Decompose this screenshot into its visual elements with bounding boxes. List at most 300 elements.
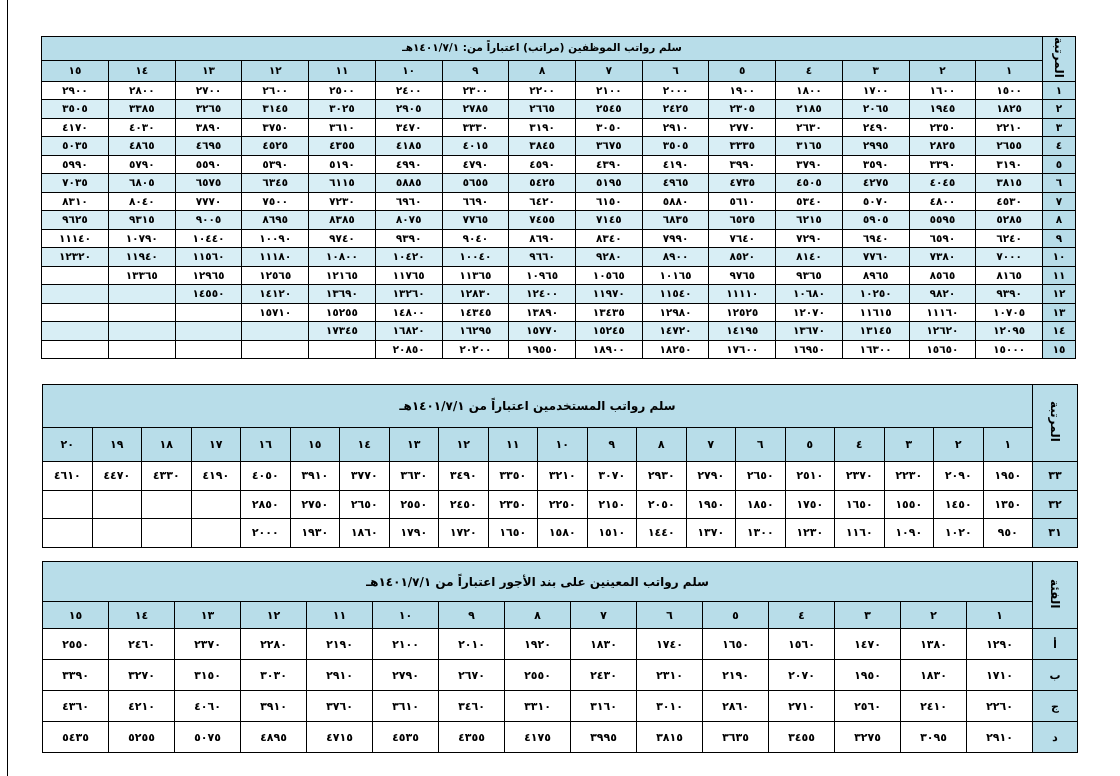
table-cell — [108, 285, 175, 304]
table-cell: ٤١٧٠ — [42, 118, 109, 137]
table-cell: ١٩٤٥ — [909, 100, 976, 119]
table-cell: ٢٧٧٠ — [709, 118, 776, 137]
table-cell: ٢٣٠٠ — [442, 81, 509, 100]
table-cell — [108, 340, 175, 359]
table-cell: ٥١٩٠ — [309, 155, 376, 174]
table-cell: ٩٧٤٠ — [309, 229, 376, 248]
column-header: ١٠ — [375, 60, 442, 81]
column-header: ٤ — [769, 602, 835, 629]
column-header: ١٤ — [340, 428, 390, 462]
wage-earners-salary-table — [42, 561, 1078, 753]
table-cell: ١٨٣٠ — [901, 660, 967, 691]
table-row — [42, 192, 1076, 211]
table-row — [42, 340, 1076, 359]
table-row — [42, 266, 1076, 285]
column-header: ١٥ — [43, 602, 109, 629]
table-cell: ٢٩٩٥ — [842, 137, 909, 156]
table-cell: ٤٠٤٥ — [909, 174, 976, 193]
row-label: ٣١ — [1033, 519, 1078, 548]
table-cell: ١٦٩٥٠ — [776, 340, 843, 359]
table-cell: ٢٦٥٠ — [736, 462, 786, 491]
table-cell: ٢١٠٠ — [373, 629, 439, 660]
table-cell: ١٣٤٣٥ — [575, 303, 642, 322]
table-cell: ٣٠٩٥ — [901, 722, 967, 753]
table-cell: ٢٩١٠ — [642, 118, 709, 137]
table-cell: ١٦٨٢٠ — [375, 322, 442, 341]
table-cell: ١٧٦٠٠ — [709, 340, 776, 359]
table-cell: ١٠٧٠٥ — [976, 303, 1043, 322]
table-cell: ٤٠٦٠ — [175, 691, 241, 722]
table-cell — [108, 322, 175, 341]
table-cell: ٥٠٧٠ — [842, 192, 909, 211]
table-cell — [142, 490, 192, 519]
table-cell: ٤٨٠٠ — [909, 192, 976, 211]
table-cell: ٢٢٣٠ — [884, 462, 934, 491]
table-cell: ١٢١٦٥ — [309, 266, 376, 285]
column-header: ٢ — [901, 602, 967, 629]
table-cell: ١٠٩٦٥ — [509, 266, 576, 285]
table-cell: ١١٥٦٠ — [175, 248, 242, 267]
table-cell: ١٠٧٩٠ — [108, 229, 175, 248]
table-cell: ١٥٨٠ — [538, 519, 588, 548]
table-cell: ١٧٥٠ — [785, 490, 835, 519]
table-cell: ١٩٢٠ — [505, 629, 571, 660]
row-label: د — [1033, 722, 1078, 753]
table-cell: ٢٥٥٠ — [389, 490, 439, 519]
table-cell: ١٠٨٠٠ — [309, 248, 376, 267]
table-cell: ١١٦٠ — [835, 519, 885, 548]
table-cell: ٥٠٣٥ — [42, 137, 109, 156]
table-cell: ٢٩٠٠ — [42, 81, 109, 100]
column-header: ٧ — [686, 428, 736, 462]
table-cell: ٩٦٦٠ — [509, 248, 576, 267]
table-cell: ٩٣٩٠ — [976, 285, 1043, 304]
table-cell: ٢٠٦٥ — [842, 100, 909, 119]
title-row — [43, 562, 1078, 602]
table-cell: ١١١٦٠ — [909, 303, 976, 322]
table-cell: ١٨٢٥٠ — [642, 340, 709, 359]
table-cell — [242, 340, 309, 359]
table-cell: ٣٣٨٥ — [108, 100, 175, 119]
table-cell: ١٠٢٠ — [934, 519, 984, 548]
table-cell: ٦٢٤٠ — [976, 229, 1043, 248]
table-cell: ٣٣١٠ — [505, 691, 571, 722]
table-cell: ٣٨١٥ — [637, 722, 703, 753]
table-cell: ٩٥٠ — [983, 519, 1033, 548]
table-cell: ١٨٣٠ — [571, 629, 637, 660]
column-header: ١٧ — [191, 428, 241, 462]
table-cell: ١٢٤٠٠ — [509, 285, 576, 304]
table-cell: ٨٩٦٥ — [842, 266, 909, 285]
table-cell: ٢٧٩٠ — [373, 660, 439, 691]
table-cell: ٢٦٥٥ — [976, 137, 1043, 156]
table-cell: ٣٧٩٠ — [776, 155, 843, 174]
table-cell — [42, 322, 109, 341]
table-cell: ٢٨٠٠ — [108, 81, 175, 100]
table-cell: ١٩٥٠ — [686, 490, 736, 519]
table-cell: ٢٤١٠ — [901, 691, 967, 722]
column-header: ١٤ — [109, 602, 175, 629]
column-header: ٤ — [776, 60, 843, 81]
title-row — [43, 385, 1078, 428]
table-cell: ١٣٨٠ — [901, 629, 967, 660]
table-cell: ١٤٧٠ — [835, 629, 901, 660]
table-cell: ٢٤٦٠ — [109, 629, 175, 660]
table-cell: ٣٥٩٠ — [842, 155, 909, 174]
table-cell: ٩٣١٥ — [108, 211, 175, 230]
column-header: ١٠ — [538, 428, 588, 462]
row-label: ١١ — [1043, 266, 1076, 285]
column-header: ٢٠ — [43, 428, 93, 462]
table-cell: ٢٧٨٥ — [442, 100, 509, 119]
table-cell: ٧٧٧٠ — [175, 192, 242, 211]
column-header: ٩ — [442, 60, 509, 81]
table-cell: ١٧٠٠ — [842, 81, 909, 100]
table-cell: ٤٠٣٠ — [108, 118, 175, 137]
column-header: ١٠ — [373, 602, 439, 629]
table-cell: ٣١٥٠ — [175, 660, 241, 691]
table-cell — [108, 303, 175, 322]
table-cell: ٤٢٧٥ — [842, 174, 909, 193]
column-header: ٧ — [571, 602, 637, 629]
table-cell: ١٨٢٥ — [976, 100, 1043, 119]
column-header: ٨ — [509, 60, 576, 81]
row-label: ١٠ — [1043, 248, 1076, 267]
table-cell: ٢٥١٠ — [785, 462, 835, 491]
column-header: ١٦ — [241, 428, 291, 462]
table-cell: ١٠٠٩٠ — [242, 229, 309, 248]
table-cell: ٤٠١٥ — [442, 137, 509, 156]
side-label — [1033, 385, 1078, 462]
table-cell — [92, 519, 142, 548]
table-cell: ٩٣٦٥ — [776, 266, 843, 285]
table-cell: ٤٥٣٥ — [373, 722, 439, 753]
table-cell: ١٠٢٥٠ — [842, 285, 909, 304]
column-header: ٥ — [703, 602, 769, 629]
table-cell: ١٣٥٠ — [983, 490, 1033, 519]
row-label: ٦ — [1043, 174, 1076, 193]
table-cell: ٧٣٨٠ — [909, 248, 976, 267]
row-label: ٥ — [1043, 155, 1076, 174]
column-header: ١١ — [307, 602, 373, 629]
column-header: ٥ — [785, 428, 835, 462]
table-cell: ٧٢٣٠ — [309, 192, 376, 211]
table-cell: ٨٣٤٠ — [575, 229, 642, 248]
table-cell: ٤٦١٠ — [43, 462, 93, 491]
table-row — [42, 81, 1076, 100]
table-cell: ٤٣٥٥ — [309, 137, 376, 156]
employees-salary-table — [41, 36, 1076, 359]
table-cell: ٢٤٩٠ — [842, 118, 909, 137]
table-cell: ١٩٥٠ — [835, 660, 901, 691]
table-cell: ١٣٨٩٠ — [509, 303, 576, 322]
table-cell: ٢٤٥٠ — [439, 490, 489, 519]
table-cell: ١٢٦٢٠ — [909, 322, 976, 341]
table-cell: ١٦٣٠٠ — [842, 340, 909, 359]
column-header: ١٢ — [241, 602, 307, 629]
table-cell — [242, 322, 309, 341]
table-cell: ١٨٥٠ — [736, 490, 786, 519]
table-cell: ٢١٩٠ — [703, 660, 769, 691]
table-cell: ٣٦١٠ — [309, 118, 376, 137]
table-cell: ١٩٣٠ — [290, 519, 340, 548]
table-cell: ١٢٩٦٥ — [175, 266, 242, 285]
table-cell: ١٢٣٠ — [785, 519, 835, 548]
table-cell: ٢٥٤٥ — [575, 100, 642, 119]
column-header: ١ — [983, 428, 1033, 462]
table-cell: ٣١٦٥ — [776, 137, 843, 156]
column-header: ٦ — [637, 602, 703, 629]
row-label: ٨ — [1043, 211, 1076, 230]
table-cell: ٣٨٤٥ — [509, 137, 576, 156]
table-cell: ٥٣٤٠ — [776, 192, 843, 211]
table-cell: ١٢٠٧٠ — [776, 303, 843, 322]
row-label: ج — [1033, 691, 1078, 722]
table-cell: ٣٩٩٥ — [571, 722, 637, 753]
table-cell: ٣٠٣٠ — [241, 660, 307, 691]
table-cell: ١١١١٠ — [709, 285, 776, 304]
table-cell: ٤٧٣٥ — [709, 174, 776, 193]
table-cell: ٣٦٣٠ — [389, 462, 439, 491]
table-cell: ١١٦١٥ — [842, 303, 909, 322]
table-row — [42, 322, 1076, 341]
table-cell: ١٨٠٠ — [776, 81, 843, 100]
table-cell: ٤٦٩٥ — [175, 137, 242, 156]
table-cell: ٢٩٣٠ — [637, 462, 687, 491]
row-label: ١٤ — [1043, 322, 1076, 341]
table-cell: ٢٠٠٠ — [642, 81, 709, 100]
table-cell: ٢٦٦٥ — [509, 100, 576, 119]
table-cell: ١٠٦٨٠ — [776, 285, 843, 304]
table-cell: ٦٨٣٥ — [642, 211, 709, 230]
row-label: ١٢ — [1043, 285, 1076, 304]
table-cell: ١٣٠٠ — [736, 519, 786, 548]
table-cell: ٢٨٦٠ — [703, 691, 769, 722]
table-row — [43, 490, 1078, 519]
table-cell: ٣٩١٠ — [241, 691, 307, 722]
table-cell: ٥٤٢٥ — [509, 174, 576, 193]
column-header: ٧ — [575, 60, 642, 81]
table-cell: ٣٧٧٠ — [340, 462, 390, 491]
table-cell: ٣١٩٠ — [976, 155, 1043, 174]
table-cell: ١٠٠٤٠ — [442, 248, 509, 267]
table-cell — [175, 322, 242, 341]
side-label-text: المرتبة — [1048, 401, 1062, 442]
table-cell — [43, 519, 93, 548]
table-row — [43, 722, 1078, 753]
table-cell: ١١٥٤٠ — [642, 285, 709, 304]
table-cell: ٢٠٨٥٠ — [375, 340, 442, 359]
table-cell: ١٠٤٤٠ — [175, 229, 242, 248]
table-cell: ١٥٥٠ — [884, 490, 934, 519]
table-cell: ٨٠٧٥ — [375, 211, 442, 230]
table-cell: ٢١٠٠ — [575, 81, 642, 100]
table-cell: ٢٧٥٠ — [290, 490, 340, 519]
column-header-row — [43, 428, 1078, 462]
table-cell: ٥٨٨٠ — [642, 192, 709, 211]
table-cell: ٥٨٨٥ — [375, 174, 442, 193]
table-cell: ١٤٥٥٠ — [175, 285, 242, 304]
column-header: ٣ — [884, 428, 934, 462]
column-header: ١٣ — [175, 60, 242, 81]
column-header: ٨ — [637, 428, 687, 462]
table-row — [42, 285, 1076, 304]
table-cell: ٥٤٣٥ — [43, 722, 109, 753]
table-cell: ٨٣١٠ — [42, 192, 109, 211]
column-header: ١٩ — [92, 428, 142, 462]
table-cell: ٤٧١٥ — [307, 722, 373, 753]
table-row — [42, 155, 1076, 174]
table-cell: ٣٣٥٠ — [488, 462, 538, 491]
table-row — [43, 629, 1078, 660]
table-cell: ٩٢٨٠ — [575, 248, 642, 267]
side-label — [1043, 37, 1076, 82]
table-cell: ٤١٨٥ — [375, 137, 442, 156]
table-cell: ٤٩٦٥ — [642, 174, 709, 193]
table-cell: ٢٧٠٠ — [175, 81, 242, 100]
table-row — [43, 660, 1078, 691]
table-cell: ٤٩٩٠ — [375, 155, 442, 174]
table-cell: ٣٩١٠ — [290, 462, 340, 491]
table-cell: ٤١٩٠ — [642, 155, 709, 174]
table-cell: ٢٢٥٠ — [538, 490, 588, 519]
table-cell: ٨١٦٥ — [976, 266, 1043, 285]
table-row — [42, 211, 1076, 230]
table-cell: ٧٧٦٠ — [842, 248, 909, 267]
table-cell: ٦٩٤٠ — [842, 229, 909, 248]
table-cell: ١٠٥٦٥ — [575, 266, 642, 285]
table-cell: ٣٢٦٥ — [175, 100, 242, 119]
table-cell: ١٦٥٠ — [703, 629, 769, 660]
table-cell: ١٠٤٢٠ — [375, 248, 442, 267]
column-header: ٨ — [505, 602, 571, 629]
table-title: سلم رواتب المعينين على بند الأجور اعتباراً من ١٤٠١/٧/١هـ — [43, 562, 1033, 602]
table-cell: ٦٨٠٥ — [108, 174, 175, 193]
table-cell — [42, 340, 109, 359]
row-label: ١٥ — [1043, 340, 1076, 359]
table-cell: ٢٦٠٠ — [242, 81, 309, 100]
column-header: ١ — [976, 60, 1043, 81]
table-cell: ٢٨٢٥ — [909, 137, 976, 156]
table-cell: ١٦٥٠ — [835, 490, 885, 519]
table-cell: ٢٩١٠ — [307, 660, 373, 691]
table-cell: ٢١٩٠ — [307, 629, 373, 660]
table-cell: ٨٣٨٥ — [309, 211, 376, 230]
table-cell: ٣٢٧٠ — [109, 660, 175, 691]
table-cell: ٢٦٧٠ — [439, 660, 505, 691]
table-cell: ٢٢٠٠ — [509, 81, 576, 100]
table-cell: ٢٥٠٠ — [309, 81, 376, 100]
table-cell: ٣٢١٠ — [538, 462, 588, 491]
table-cell: ١٢٥٦٥ — [242, 266, 309, 285]
table-cell: ١١١٨٠ — [242, 248, 309, 267]
table-cell: ٣٥٠٥ — [42, 100, 109, 119]
table-cell: ١٧٤٠ — [637, 629, 703, 660]
table-cell — [43, 490, 93, 519]
table-cell: ٧١٤٥ — [575, 211, 642, 230]
table-cell: ٩٣٩٠ — [375, 229, 442, 248]
table-cell: ٤٣٥٥ — [439, 722, 505, 753]
table-cell: ٤٧٩٠ — [442, 155, 509, 174]
table-cell: ٢٥٦٠ — [835, 691, 901, 722]
table-cell: ٩٠٠٥ — [175, 211, 242, 230]
table-cell — [175, 303, 242, 322]
table-cell: ١١٩٧٠ — [575, 285, 642, 304]
table-cell: ٣٦٧٥ — [575, 137, 642, 156]
table-cell: ٣٣٣٠ — [442, 118, 509, 137]
row-label: ٧ — [1043, 192, 1076, 211]
table-row — [42, 118, 1076, 137]
table-cell: ٢٤٠٠ — [375, 81, 442, 100]
table-cell: ٢٥٥٠ — [43, 629, 109, 660]
table-cell: ٩٠٤٠ — [442, 229, 509, 248]
table-cell: ١٣٦٧٠ — [776, 322, 843, 341]
table-cell: ٥٩٠٥ — [842, 211, 909, 230]
table-cell: ٢٤٢٥ — [642, 100, 709, 119]
table-cell: ٨١٤٠ — [776, 248, 843, 267]
table-cell: ٤٨٩٥ — [241, 722, 307, 753]
table-cell: ١٠١٦٥ — [642, 266, 709, 285]
table-cell: ٣٠٥٠ — [575, 118, 642, 137]
row-label: ١٣ — [1043, 303, 1076, 322]
table-cell: ١٧١٠ — [967, 660, 1033, 691]
table-cell — [42, 303, 109, 322]
table-cell: ١٤٤٠ — [637, 519, 687, 548]
table-cell: ٤٥٣٠ — [976, 192, 1043, 211]
table-cell: ١٥٠٠٠ — [976, 340, 1043, 359]
table-cell: ٣٥٠٥ — [642, 137, 709, 156]
table-cell: ٧٩٩٠ — [642, 229, 709, 248]
table-cell: ٦٦٩٠ — [442, 192, 509, 211]
table-cell: ١١١٤٠ — [42, 229, 109, 248]
table-cell: ٣٠٢٥ — [309, 100, 376, 119]
table-title: سلم رواتب الموظفين (مراتب) اعتباراً من: ١٤٠١/٧/١هـ — [42, 37, 1043, 61]
table-cell: ٤٢١٠ — [109, 691, 175, 722]
table-cell: ٦١١٥ — [309, 174, 376, 193]
table-cell: ٤١٧٥ — [505, 722, 571, 753]
column-header: ٩ — [439, 602, 505, 629]
table-cell — [191, 490, 241, 519]
table-cell: ٥٥٩٠ — [175, 155, 242, 174]
table-cell: ٧٥٠٠ — [242, 192, 309, 211]
table-cell: ٢٠٥٠ — [637, 490, 687, 519]
table-row — [42, 174, 1076, 193]
table-cell: ٧٠٠٠ — [976, 248, 1043, 267]
row-label: ٣ — [1043, 118, 1076, 137]
table-cell: ١٢٠٩٥ — [976, 322, 1043, 341]
row-label: ١ — [1043, 81, 1076, 100]
table-cell: ١٢٨٣٠ — [442, 285, 509, 304]
table-cell: ٥٥٩٥ — [909, 211, 976, 230]
table-cell: ١٥٠٠ — [976, 81, 1043, 100]
table-cell: ٣٤٥٥ — [769, 722, 835, 753]
table-cell: ١٣٣٦٥ — [108, 266, 175, 285]
table-cell: ٨٠٤٠ — [108, 192, 175, 211]
table-cell: ٤١٩٠ — [191, 462, 241, 491]
table-cell: ٣٣٩٠ — [43, 660, 109, 691]
table-cell: ٥٩٩٠ — [42, 155, 109, 174]
column-header: ١٣ — [175, 602, 241, 629]
table-cell: ٢٩٠٥ — [375, 100, 442, 119]
table-cell: ٧٢٩٠ — [776, 229, 843, 248]
table-cell: ٦٣٤٥ — [242, 174, 309, 193]
table-cell: ١٨٩٠٠ — [575, 340, 642, 359]
table-cell: ٤٥٢٥ — [242, 137, 309, 156]
table-cell: ٢٢١٠ — [976, 118, 1043, 137]
table-cell: ٣٤٦٠ — [439, 691, 505, 722]
table-row — [42, 248, 1076, 267]
column-header-row — [42, 60, 1076, 81]
